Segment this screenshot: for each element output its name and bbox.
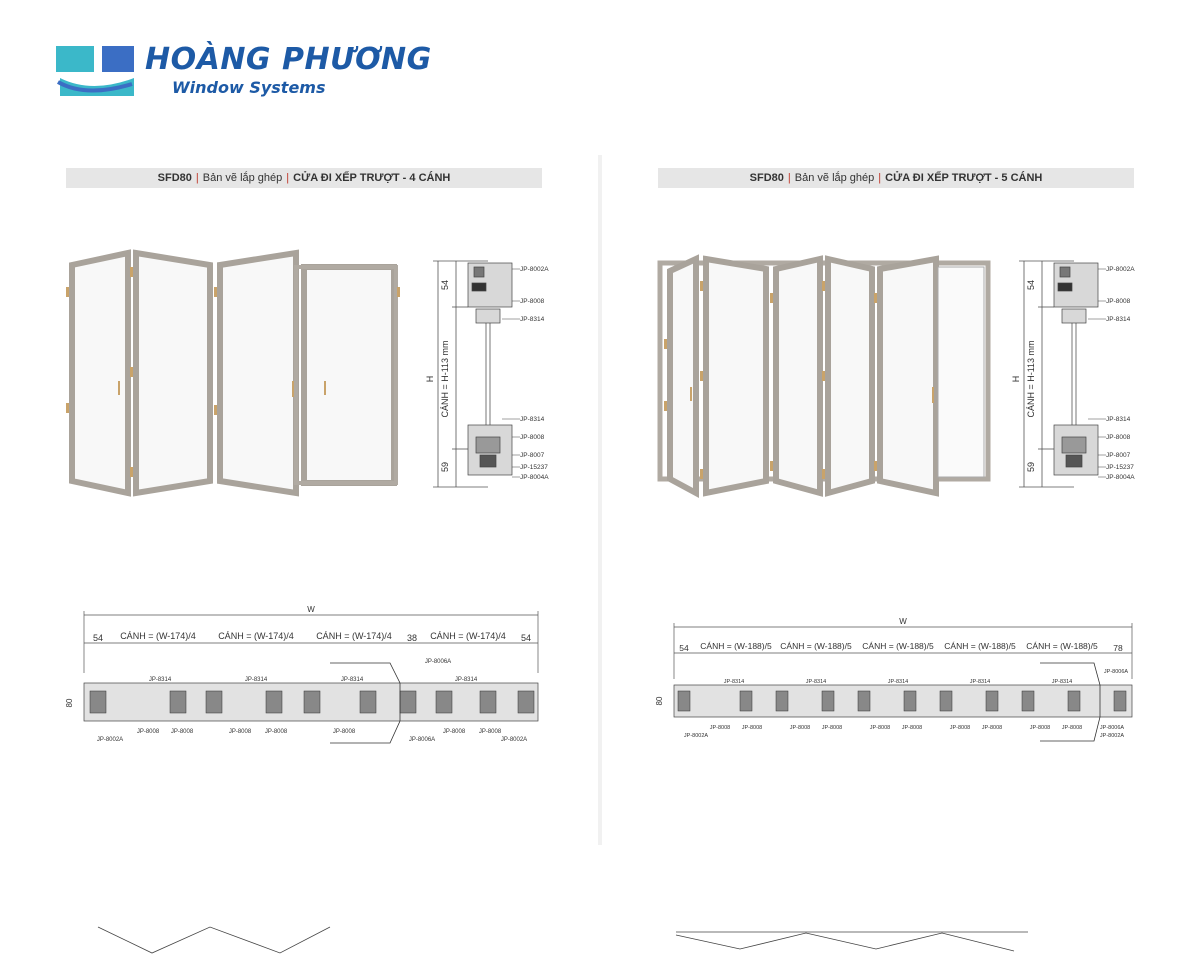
sheet-header: SFD80 | Bản vẽ lắp ghép | CỬA ĐI XẾP TRƯỢT - 5 CÁNH (658, 168, 1134, 188)
hinge (874, 461, 877, 471)
part-label: JP-8006A (1099, 725, 1125, 731)
door-handle (118, 381, 120, 395)
part-label: JP-8008 (1061, 725, 1083, 731)
product-code: SFD80 (157, 172, 192, 184)
hinge (66, 403, 69, 413)
part-label: JP-8008 (789, 725, 811, 731)
part-label: JP-8314 (520, 416, 545, 423)
part-label: JP-8006A (424, 659, 452, 665)
part-label: JP-8314 (454, 677, 478, 683)
hinge (664, 339, 667, 349)
dim-54: 54 (1026, 279, 1036, 291)
part-label: JP-8008 (520, 298, 545, 305)
door-sash (136, 253, 210, 493)
dim-54: 54 (440, 279, 450, 291)
part-label: JP-8008 (901, 725, 923, 731)
drawing-page-5-panel (602, 155, 1200, 845)
door-handle (932, 387, 934, 403)
door-sash (828, 259, 872, 493)
part-label: JP-8008 (741, 725, 763, 731)
brand-subtitle: Window Systems (172, 78, 326, 97)
part-label: JP-8008 (332, 729, 356, 735)
part-label: JP-8314 (148, 677, 172, 683)
hinge (664, 401, 667, 411)
door-sash (220, 253, 296, 493)
dim-height: 80 (655, 696, 664, 706)
dim-label: 78 (1113, 643, 1123, 653)
door-sash (706, 259, 766, 493)
hinge (770, 293, 773, 303)
part-label: JP-8008 (170, 729, 194, 735)
dim-label: CÁNH = (W-188)/5 (862, 641, 934, 651)
horizontal-plan (60, 603, 560, 763)
part-label: JP-8008 (478, 729, 502, 735)
part-label: JP-8006A (1103, 669, 1129, 675)
part-label: JP-8002A (1099, 733, 1125, 739)
hinge (130, 267, 133, 277)
door-handle (690, 387, 692, 401)
door-sash (776, 259, 820, 493)
hinge (700, 281, 703, 291)
part-label: JP-8007 (1106, 452, 1131, 459)
hinge (700, 371, 703, 381)
hinge (214, 287, 217, 297)
dim-sash-height: CÁNH = H-113 mm (440, 340, 450, 418)
dim-sash-height: CÁNH = H-113 mm (1026, 340, 1036, 418)
horizontal-plan (654, 615, 1154, 755)
part-label: JP-8006A (408, 737, 436, 743)
part-label: JP-8008 (228, 729, 252, 735)
part-label: JP-8008 (442, 729, 466, 735)
part-label: JP-15237 (1106, 464, 1134, 471)
part-label: JP-8004A (520, 474, 549, 481)
hinge (822, 371, 825, 381)
door-handle (292, 381, 294, 397)
part-label: JP-8002A (96, 737, 124, 743)
dim-label: CÁNH = (W-188)/5 (780, 641, 852, 651)
part-label: JP-15237 (520, 464, 548, 471)
part-label: JP-8314 (887, 679, 909, 685)
part-label: JP-8008 (949, 725, 971, 731)
sheet-subtitle: Bản vẽ lắp ghép (202, 172, 283, 184)
part-label: JP-8314 (723, 679, 745, 685)
hinge (397, 287, 400, 297)
dim-height: 80 (65, 698, 74, 708)
part-label: JP-8002A (683, 733, 709, 739)
part-label: JP-8002A (1106, 266, 1135, 273)
dim-label: CÁNH = (W-174)/4 (430, 631, 506, 641)
hinge (214, 405, 217, 415)
hinge (130, 367, 133, 377)
part-label: JP-8008 (709, 725, 731, 731)
part-label: JP-8314 (520, 316, 545, 323)
part-label: JP-8008 (520, 434, 545, 441)
logo-mark-blue-right (102, 46, 134, 72)
door-sash (304, 267, 394, 483)
dim-label: CÁNH = (W-188)/5 (1026, 641, 1098, 651)
sheet-subtitle: Bản vẽ lắp ghép (794, 172, 875, 184)
part-label: JP-8008 (264, 729, 288, 735)
dim-h: H (425, 375, 435, 383)
part-label: JP-8314 (340, 677, 364, 683)
hinge (130, 467, 133, 477)
dim-label: CÁNH = (W-188)/5 (700, 641, 772, 651)
door-sash (72, 253, 128, 493)
hinge (822, 281, 825, 291)
dim-59: 59 (440, 461, 450, 473)
part-label: JP-8314 (1051, 679, 1073, 685)
drawing-page-4-panel (0, 155, 598, 845)
door-handle (324, 381, 326, 395)
product-code: SFD80 (749, 172, 784, 184)
sheet-title: CỬA ĐI XẾP TRƯỢT - 5 CÁNH (885, 172, 1043, 184)
door-sash (670, 259, 696, 493)
dim-label: 54 (92, 633, 104, 643)
hinge (700, 469, 703, 479)
part-label: JP-8002A (500, 737, 528, 743)
part-label: JP-8008 (1106, 434, 1131, 441)
dim-label: 54 (679, 643, 689, 653)
part-label: JP-8004A (1106, 474, 1135, 481)
part-label: JP-8002A (520, 266, 549, 273)
sheet-title: CỬA ĐI XẾP TRƯỢT - 4 CÁNH (293, 172, 451, 184)
logo-mark-cyan-left (56, 46, 94, 72)
part-label: JP-8008 (1106, 298, 1131, 305)
part-label: JP-8314 (805, 679, 827, 685)
dim-label: CÁNH = (W-174)/4 (218, 631, 294, 641)
dim-label: CÁNH = (W-188)/5 (944, 641, 1016, 651)
brand-name: HOÀNG PHƯƠNG (145, 42, 432, 77)
part-label: JP-8008 (821, 725, 843, 731)
folding-diagram (96, 923, 336, 957)
door-sash (880, 259, 936, 493)
hinge (822, 469, 825, 479)
dim-label: 38 (406, 633, 418, 643)
dim-h: H (1011, 375, 1021, 383)
part-label: JP-8314 (1106, 316, 1131, 323)
dim-w: W (307, 605, 315, 614)
part-label: JP-8314 (244, 677, 268, 683)
dim-label: CÁNH = (W-174)/4 (120, 631, 196, 641)
part-label: JP-8314 (1106, 416, 1131, 423)
dim-w: W (899, 617, 907, 626)
part-label: JP-8314 (969, 679, 991, 685)
part-label: JP-8008 (1029, 725, 1051, 731)
door-elevation (656, 251, 996, 501)
vertical-section (425, 255, 568, 495)
vertical-section (1011, 255, 1154, 495)
folding-diagram (674, 925, 1034, 955)
door-elevation (60, 245, 420, 505)
part-label: JP-8008 (981, 725, 1003, 731)
part-label: JP-8008 (869, 725, 891, 731)
part-label: JP-8008 (136, 729, 160, 735)
dim-label: 54 (520, 633, 532, 643)
hinge (66, 287, 69, 297)
hinge (874, 293, 877, 303)
dim-59: 59 (1026, 461, 1036, 473)
part-label: JP-8007 (520, 452, 545, 459)
sheet-header: SFD80 | Bản vẽ lắp ghép | CỬA ĐI XẾP TRƯỢT - 4 CÁNH (66, 168, 542, 188)
dim-label: CÁNH = (W-174)/4 (316, 631, 392, 641)
hinge (770, 461, 773, 471)
